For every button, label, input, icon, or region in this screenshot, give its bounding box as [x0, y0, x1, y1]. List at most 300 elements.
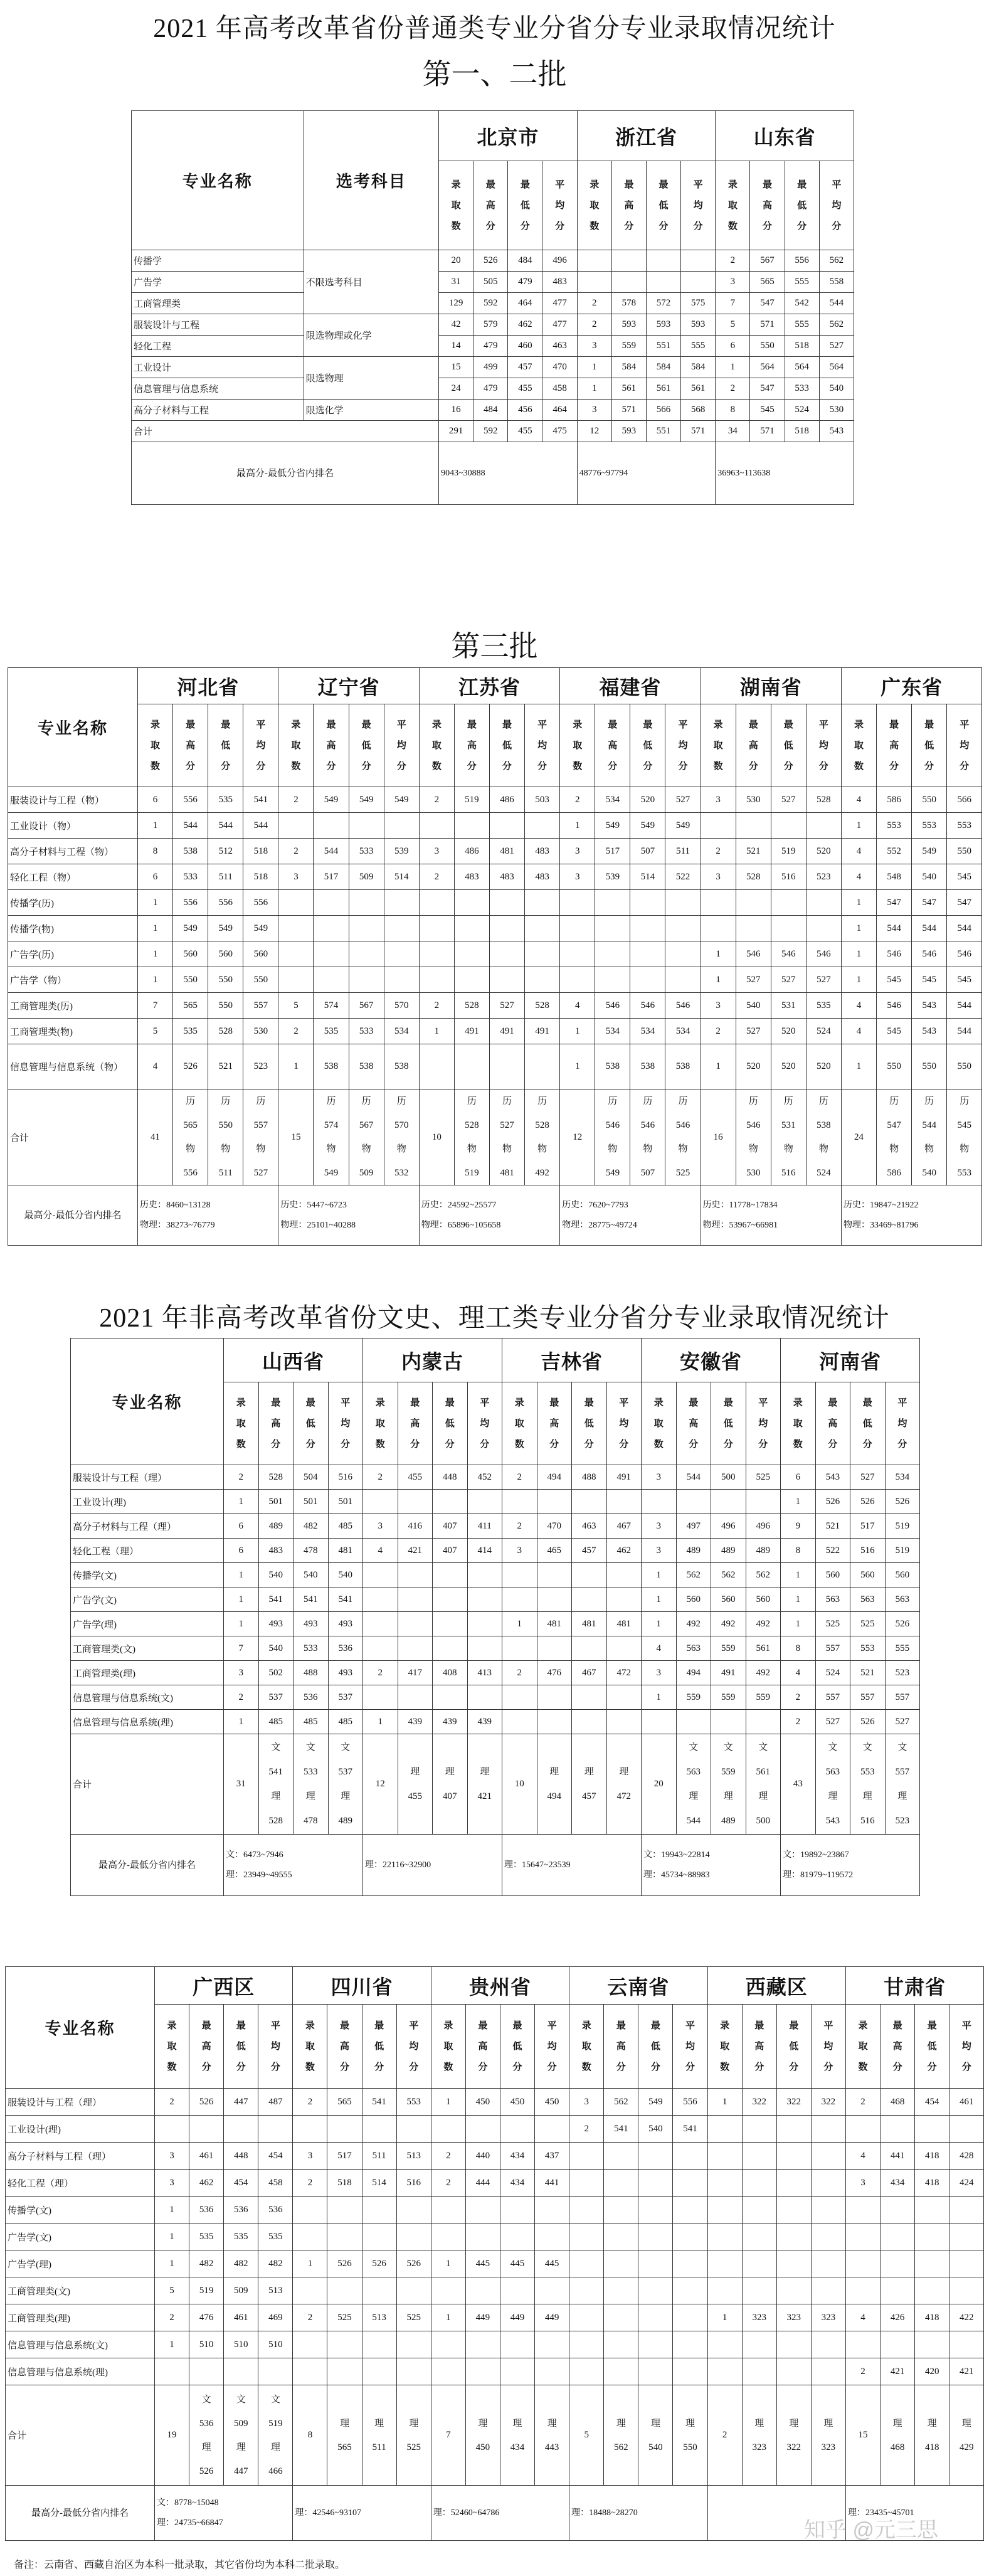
- cell-line: 录: [653, 1397, 664, 1408]
- value-cell: [537, 1490, 572, 1514]
- value-cell: 1: [138, 941, 173, 967]
- cell-line: 最: [512, 2020, 522, 2031]
- value-cell: 3: [155, 2143, 189, 2170]
- value-cell: 455: [508, 378, 542, 400]
- total-score: [604, 2385, 638, 2486]
- value-cell: 20: [439, 250, 473, 272]
- value-cell: 489: [746, 1539, 781, 1563]
- footnote: 备注：云南省、西藏自治区为本科一批录取，其它省份均为本科二批录取。: [14, 2560, 346, 2570]
- cell-line: 分: [555, 221, 565, 231]
- value-cell: 1: [716, 357, 750, 378]
- cell-line: 最: [236, 2020, 246, 2031]
- value-cell: 1: [841, 890, 876, 916]
- value-cell: [314, 890, 349, 916]
- value-cell: 519: [189, 2277, 224, 2304]
- value-cell: 526: [850, 1710, 886, 1734]
- value-cell: 1: [841, 813, 876, 839]
- value-cell: [630, 916, 665, 941]
- value-cell: 526: [189, 2089, 224, 2116]
- cell-line: 平: [960, 719, 970, 730]
- total-score: [224, 2385, 258, 2486]
- value-cell: 528: [208, 1019, 243, 1044]
- value-cell: 5: [278, 993, 314, 1019]
- value-cell: [811, 2331, 845, 2358]
- rank-range-label: [8, 1185, 138, 1246]
- table-row: [132, 357, 854, 378]
- cell-line: 分: [256, 761, 266, 771]
- cell-line: 低: [658, 200, 669, 211]
- cell-line: 分: [410, 1439, 420, 1450]
- cell-line: 分: [650, 2062, 660, 2072]
- cell-line: 历: [361, 1096, 371, 1106]
- column-subheader: [208, 704, 243, 787]
- value-cell: [189, 2116, 224, 2143]
- value-cell: 561: [611, 378, 646, 400]
- value-cell: [535, 2358, 569, 2385]
- cell-line: 565: [337, 2442, 352, 2452]
- cell-line: 平: [555, 179, 565, 190]
- cell-line: 最: [340, 2020, 350, 2031]
- value-cell: [776, 2331, 811, 2358]
- value-cell: [881, 2224, 915, 2250]
- cell-line: 取: [727, 200, 738, 211]
- value-cell: [742, 2250, 776, 2277]
- value-cell: 129: [439, 293, 473, 314]
- value-cell: [525, 967, 560, 993]
- value-cell: [665, 941, 701, 967]
- value-cell: 538: [630, 1044, 665, 1089]
- value-cell: [500, 2331, 534, 2358]
- cell-line: 历: [678, 1096, 688, 1106]
- value-cell: 546: [630, 993, 665, 1019]
- cell-line: 理: [619, 1766, 629, 1777]
- column-subheader: [806, 704, 841, 787]
- value-cell: [572, 1636, 607, 1661]
- value-cell: 5: [716, 314, 750, 336]
- value-cell: 441: [881, 2143, 915, 2170]
- rank-range-line: 物理：28775~49724: [562, 1220, 637, 1230]
- value-cell: 414: [467, 1539, 502, 1563]
- value-cell: 547: [750, 378, 785, 400]
- value-cell: 549: [314, 787, 349, 813]
- value-cell: 491: [711, 1661, 746, 1685]
- rank-range-line: 物理：25101~40288: [280, 1220, 356, 1230]
- value-cell: 6: [781, 1465, 816, 1490]
- total-score: [258, 2385, 293, 2486]
- total-cell: 571: [681, 421, 716, 442]
- value-cell: 416: [398, 1514, 433, 1539]
- cell-line: 平: [270, 2020, 280, 2031]
- cell-line: 516: [860, 1815, 875, 1826]
- cell-line: 理: [549, 1766, 559, 1777]
- value-cell: 3: [577, 336, 611, 357]
- cell-line: 理: [789, 2418, 799, 2429]
- value-cell: 564: [785, 357, 819, 378]
- table-row: [132, 400, 854, 421]
- cell-line: 高: [410, 1418, 420, 1429]
- major-name: 广告学(理): [6, 2250, 155, 2277]
- value-cell: [349, 916, 384, 941]
- column-subheader: [776, 2005, 811, 2089]
- value-cell: 550: [208, 967, 243, 993]
- value-cell: 550: [912, 1044, 947, 1089]
- cell-line: 565: [183, 1120, 198, 1130]
- total-score: [328, 1734, 363, 1835]
- cell-line: 物: [643, 1144, 653, 1154]
- column-subheader: [912, 704, 947, 787]
- cell-line: 519: [465, 1168, 479, 1178]
- cell-line: 录: [854, 719, 864, 730]
- value-cell: 556: [243, 890, 278, 916]
- cell-line: 418: [924, 2442, 939, 2452]
- rank-range-line: 文：6473~7946: [226, 1850, 283, 1860]
- value-cell: 536: [189, 2197, 224, 2224]
- value-cell: 456: [508, 400, 542, 421]
- total-score: [771, 1089, 806, 1185]
- value-cell: [673, 2197, 707, 2224]
- cell-line: 文: [270, 2394, 280, 2405]
- value-cell: 535: [189, 2224, 224, 2250]
- value-cell: [489, 1044, 524, 1089]
- cell-line: 理: [758, 1791, 768, 1801]
- column-subheader: [881, 2005, 915, 2089]
- value-cell: [502, 1685, 537, 1710]
- value-cell: 568: [681, 400, 716, 421]
- value-cell: [638, 2250, 673, 2277]
- value-cell: [638, 2143, 673, 2170]
- table-row: [8, 1019, 982, 1044]
- table-non-reform-part-2: [5, 1966, 984, 2541]
- value-cell: 2: [845, 2358, 880, 2385]
- major-name-header: 专业名称: [8, 668, 138, 787]
- value-cell: 470: [542, 357, 577, 378]
- cell-line: 最: [445, 1397, 455, 1408]
- value-cell: [362, 2197, 396, 2224]
- value-cell: [454, 813, 489, 839]
- cell-line: 物: [361, 1144, 371, 1154]
- cell-line: 文: [897, 1742, 907, 1752]
- value-cell: [949, 2250, 984, 2277]
- total-count: 24: [841, 1089, 876, 1185]
- value-cell: [638, 2277, 673, 2304]
- value-cell: [707, 2143, 742, 2170]
- cell-line: 分: [624, 221, 634, 231]
- table-row: [71, 1612, 920, 1636]
- province-header: 广西区: [155, 1967, 293, 2005]
- value-cell: 3: [560, 864, 595, 890]
- value-cell: 1: [431, 2304, 465, 2331]
- cell-line: 494: [547, 1791, 562, 1801]
- value-cell: 518: [243, 839, 278, 864]
- value-cell: 509: [349, 864, 384, 890]
- value-cell: 418: [915, 2143, 949, 2170]
- value-cell: [560, 916, 595, 941]
- value-cell: [489, 967, 524, 993]
- value-cell: [569, 2277, 604, 2304]
- value-cell: 530: [243, 1019, 278, 1044]
- value-cell: [681, 250, 716, 272]
- value-cell: 4: [841, 839, 876, 864]
- cell-line: 均: [818, 740, 828, 751]
- total-score: [638, 2385, 673, 2486]
- value-cell: [673, 2170, 707, 2197]
- cell-line: 数: [653, 1439, 664, 1450]
- value-cell: 559: [611, 336, 646, 357]
- cell-line: 文: [758, 1742, 768, 1752]
- cell-line: 低: [862, 1418, 872, 1429]
- value-cell: 2: [293, 2170, 327, 2197]
- value-cell: 528: [454, 993, 489, 1019]
- total-score: [525, 1089, 560, 1185]
- value-cell: 489: [676, 1539, 711, 1563]
- watermark-text: 知乎 @元三思: [804, 2518, 938, 2542]
- value-cell: [500, 2358, 534, 2385]
- value-cell: 485: [328, 1710, 363, 1734]
- cell-line: 低: [723, 1418, 733, 1429]
- value-cell: [419, 916, 454, 941]
- value-cell: 6: [224, 1514, 259, 1539]
- major-name: 高分子材料与工程（理）: [71, 1514, 224, 1539]
- value-cell: [327, 2197, 362, 2224]
- value-cell: 516: [396, 2170, 431, 2197]
- cell-line: 528: [535, 1120, 549, 1130]
- value-cell: 2: [701, 1019, 736, 1044]
- cell-line: 理: [961, 2418, 971, 2429]
- value-cell: 452: [467, 1465, 502, 1490]
- value-cell: 541: [362, 2089, 396, 2116]
- value-cell: [362, 2277, 396, 2304]
- value-cell: 538: [665, 1044, 701, 1089]
- value-cell: 557: [850, 1685, 886, 1710]
- cell-line: 分: [797, 221, 807, 231]
- table-row: [8, 813, 982, 839]
- value-cell: 511: [362, 2143, 396, 2170]
- cell-line: 取: [291, 740, 301, 751]
- value-cell: [776, 2143, 811, 2170]
- value-cell: [569, 2170, 604, 2197]
- rank-range-value: [278, 1185, 419, 1246]
- value-cell: 521: [736, 839, 771, 864]
- value-cell: [673, 2277, 707, 2304]
- value-cell: 491: [489, 1019, 524, 1044]
- cell-line: 历: [467, 1096, 477, 1106]
- value-cell: 1: [841, 1044, 876, 1089]
- value-cell: 492: [746, 1661, 781, 1685]
- value-cell: [419, 941, 454, 967]
- cell-line: 527: [500, 1120, 514, 1130]
- value-cell: 543: [815, 1465, 850, 1490]
- value-cell: 493: [328, 1612, 363, 1636]
- value-cell: [500, 2224, 534, 2250]
- cell-line: 取: [720, 2041, 730, 2052]
- value-cell: [776, 2358, 811, 2385]
- total-cell: 12: [577, 421, 611, 442]
- value-cell: [707, 2250, 742, 2277]
- total-score: [665, 1089, 701, 1185]
- cell-line: 544: [922, 1120, 936, 1130]
- value-cell: 584: [646, 357, 680, 378]
- value-cell: 492: [746, 1612, 781, 1636]
- cell-line: 分: [889, 761, 899, 771]
- cell-line: 550: [683, 2442, 697, 2452]
- value-cell: [419, 890, 454, 916]
- table-reform-batch-1-2: [131, 110, 854, 505]
- value-cell: [537, 1685, 572, 1710]
- major-name: 高分子材料与工程: [132, 400, 304, 421]
- value-cell: 527: [815, 1710, 850, 1734]
- total-score: [537, 1734, 572, 1835]
- value-cell: 418: [915, 2170, 949, 2197]
- rank-range-value: [716, 442, 854, 505]
- total-score: [454, 1089, 489, 1185]
- cell-line: 取: [443, 2041, 453, 2052]
- value-cell: [502, 1636, 537, 1661]
- cell-line: 均: [758, 1418, 768, 1429]
- rank-range-row: [71, 1835, 920, 1896]
- value-cell: 4: [845, 2143, 880, 2170]
- cell-line: 最: [305, 1397, 315, 1408]
- value-cell: 482: [224, 2250, 258, 2277]
- value-cell: 518: [243, 864, 278, 890]
- value-cell: 7: [138, 993, 173, 1019]
- major-name: 轻化工程（物）: [8, 864, 138, 890]
- major-name: 信息管理与信息系统(文): [71, 1685, 224, 1710]
- value-cell: 407: [433, 1539, 468, 1563]
- value-cell: 4: [560, 993, 595, 1019]
- value-cell: [293, 2331, 327, 2358]
- value-cell: [363, 1563, 398, 1587]
- value-cell: [349, 813, 384, 839]
- rank-range-line: 历史：11778~17834: [702, 1200, 778, 1210]
- value-cell: 3: [701, 993, 736, 1019]
- value-cell: [595, 916, 630, 941]
- value-cell: [776, 2224, 811, 2250]
- value-cell: 520: [771, 1019, 806, 1044]
- value-cell: [467, 1636, 502, 1661]
- total-score: [630, 1089, 665, 1185]
- value-cell: [845, 2331, 880, 2358]
- value-cell: 422: [949, 2304, 984, 2331]
- cell-line: 分: [478, 2062, 488, 2072]
- total-count: 7: [431, 2385, 465, 2486]
- major-name: 广告学(文): [71, 1587, 224, 1612]
- column-subheader: [711, 1382, 746, 1465]
- value-cell: [673, 2224, 707, 2250]
- cell-line: 分: [361, 761, 371, 771]
- value-cell: 500: [711, 1465, 746, 1490]
- cell-line: 分: [584, 1439, 594, 1450]
- value-cell: 553: [877, 813, 912, 839]
- table-row: [6, 2224, 984, 2250]
- cell-line: 分: [685, 2062, 695, 2072]
- value-cell: 493: [258, 1612, 294, 1636]
- value-cell: [676, 1490, 711, 1514]
- value-cell: 562: [676, 1563, 711, 1587]
- cell-line: 536: [199, 2418, 214, 2429]
- cell-line: 理: [927, 2418, 937, 2429]
- province-header: 山西省: [224, 1338, 363, 1382]
- cell-line: 理: [823, 2418, 833, 2429]
- value-cell: [155, 2358, 189, 2385]
- value-cell: 563: [815, 1587, 850, 1612]
- cell-line: 分: [897, 1439, 907, 1450]
- rank-range-label: [71, 1835, 224, 1896]
- value-cell: [604, 2277, 638, 2304]
- cell-line: 平: [678, 719, 688, 730]
- value-cell: [638, 2197, 673, 2224]
- value-cell: [224, 2358, 258, 2385]
- total-score: [467, 1734, 502, 1835]
- value-cell: 555: [785, 272, 819, 293]
- cell-line: 文: [828, 1742, 838, 1752]
- value-cell: [915, 2197, 949, 2224]
- column-subheader: [243, 704, 278, 787]
- value-cell: [845, 2224, 880, 2250]
- cell-line: 高: [201, 2041, 211, 2052]
- table-row: [132, 272, 854, 293]
- column-subheader: [845, 2005, 880, 2089]
- cell-line: 557: [253, 1120, 268, 1130]
- value-cell: [572, 1563, 607, 1587]
- value-cell: 518: [785, 336, 819, 357]
- value-cell: 528: [806, 787, 841, 813]
- cell-line: 文: [305, 1742, 315, 1752]
- cell-line: 最: [789, 2020, 799, 2031]
- value-cell: 323: [742, 2304, 776, 2331]
- value-cell: [537, 1636, 572, 1661]
- province-header: 江苏省: [419, 668, 559, 704]
- value-cell: [569, 2331, 604, 2358]
- value-cell: 464: [542, 400, 577, 421]
- value-cell: 559: [676, 1685, 711, 1710]
- value-cell: 541: [673, 2116, 707, 2143]
- total-row: [6, 2385, 984, 2486]
- value-cell: [155, 2116, 189, 2143]
- value-cell: 1: [155, 2250, 189, 2277]
- value-cell: 545: [750, 400, 785, 421]
- value-cell: [569, 2358, 604, 2385]
- rank-range-row: [8, 1185, 982, 1246]
- value-cell: [569, 2143, 604, 2170]
- value-cell: [915, 2277, 949, 2304]
- value-cell: [572, 1685, 607, 1710]
- province-header: 贵州省: [431, 1967, 569, 2005]
- cell-line: 最: [271, 1397, 281, 1408]
- major-name: 工商管理类(历): [8, 993, 138, 1019]
- value-cell: 527: [806, 967, 841, 993]
- value-cell: [278, 890, 314, 916]
- total-score: [606, 1734, 642, 1835]
- cell-line: 物: [783, 1144, 793, 1154]
- cell-line: 低: [374, 2041, 384, 2052]
- rank-range-label: [132, 442, 439, 505]
- value-cell: 485: [328, 1514, 363, 1539]
- value-cell: 593: [646, 314, 680, 336]
- column-subheader: [431, 2005, 465, 2089]
- value-cell: [363, 1636, 398, 1661]
- value-cell: [606, 1710, 642, 1734]
- value-cell: 527: [736, 967, 771, 993]
- table-row: [6, 2089, 984, 2116]
- value-cell: 2: [419, 864, 454, 890]
- value-cell: 540: [638, 2116, 673, 2143]
- value-cell: 561: [681, 378, 716, 400]
- value-cell: [398, 1612, 433, 1636]
- value-cell: 549: [665, 813, 701, 839]
- major-name: 工商管理类(理): [71, 1661, 224, 1685]
- major-name: 服装设计与工程（理）: [6, 2089, 155, 2116]
- value-cell: 483: [258, 1539, 294, 1563]
